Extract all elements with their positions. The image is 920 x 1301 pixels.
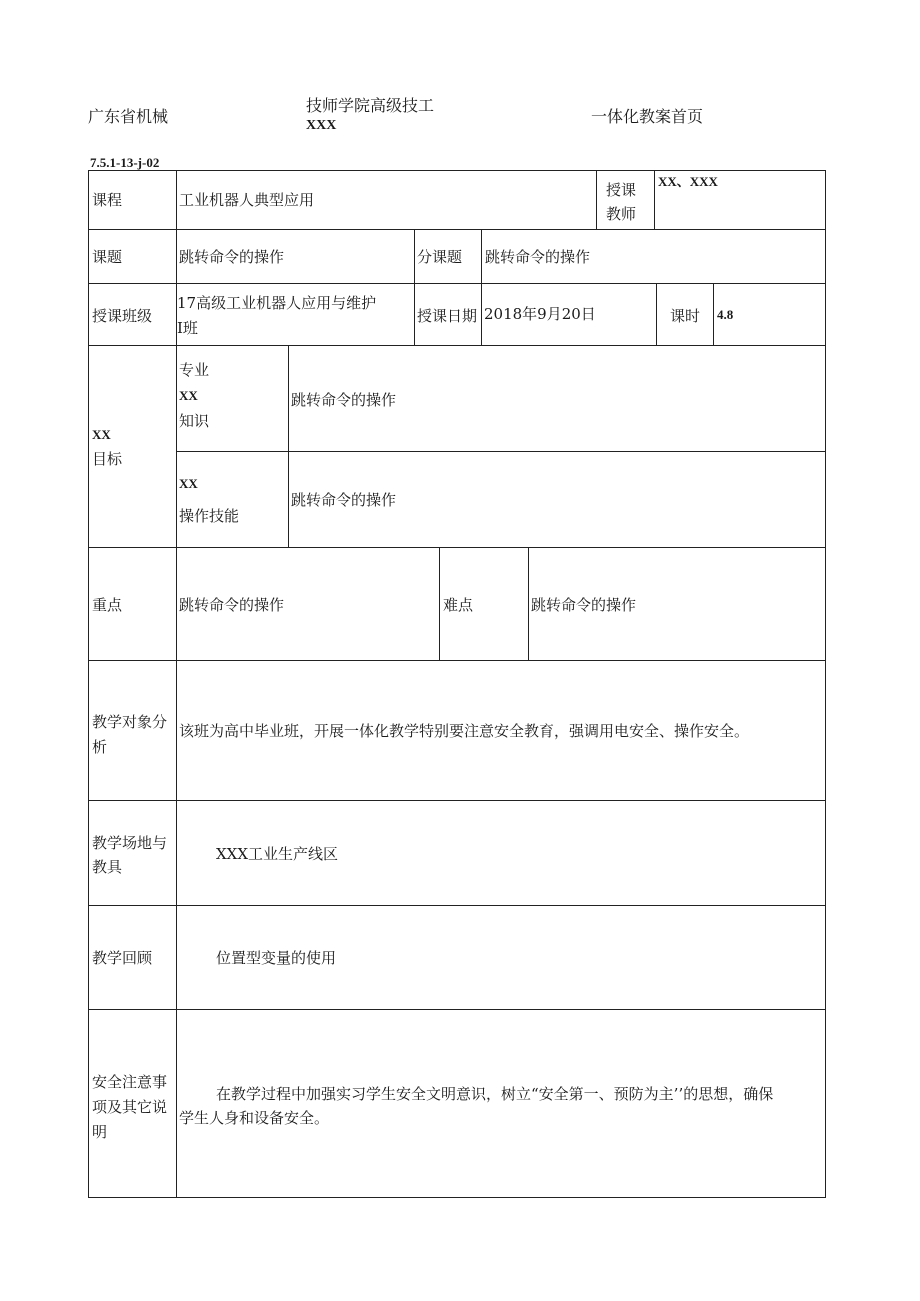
column-divider: [481, 229, 482, 283]
row-divider: [88, 229, 826, 230]
table-border-top: [88, 170, 826, 171]
analysis-label-1: 教学对象分: [92, 713, 168, 731]
teacher-label-1: 授课: [606, 181, 637, 199]
teacher-value: XX、XXX: [658, 174, 718, 189]
header-left: 广东省机械: [88, 107, 169, 126]
column-divider: [481, 283, 482, 345]
skill-label-1: XX: [179, 476, 198, 491]
safety-value-line2: 学生人身和设备安全。: [179, 1109, 330, 1127]
column-divider: [288, 345, 289, 547]
course-label: 课程: [92, 191, 123, 209]
table-border-right: [825, 170, 826, 1198]
table-border-bottom: [88, 1197, 826, 1198]
goal-label-2: 目标: [92, 450, 123, 468]
hours-value: 4.8: [717, 307, 734, 322]
header-center-line1: 技师学院高级技工: [306, 96, 435, 115]
review-label: 教学回顾: [92, 949, 153, 967]
column-divider: [656, 283, 657, 345]
skill-value: 跳转命令的操作: [291, 491, 397, 509]
row-divider: [88, 905, 826, 906]
row-divider: [88, 800, 826, 801]
header-center-line2: XXX: [306, 118, 337, 133]
course-value: 工业机器人典型应用: [179, 191, 315, 209]
subtopic-label: 分课题: [417, 248, 463, 266]
date-label: 授课日期: [417, 307, 478, 325]
class-value-line1: 17高级工业机器人应用与维护: [177, 294, 377, 312]
difficulty-label: 难点: [443, 596, 474, 614]
row-divider: [88, 1009, 826, 1010]
safety-value-line1: 在教学过程中加强实习学生安全文明意识，树立“安全第一、预防为主’’的思想，确保: [216, 1085, 774, 1103]
column-divider: [654, 170, 655, 229]
analysis-label-2: 析: [92, 738, 108, 756]
date-value: 2018年9月20日: [484, 305, 596, 323]
header-right: 一体化教案首页: [591, 107, 704, 126]
teacher-label-2: 教师: [606, 205, 637, 223]
subtopic-value: 跳转命令的操作: [485, 248, 591, 266]
row-divider: [88, 660, 826, 661]
doc-code: 7.5.1-13-j-02: [90, 155, 160, 170]
venue-value: XXX工业生产线区: [216, 845, 339, 863]
key-label: 重点: [92, 596, 123, 614]
topic-value: 跳转命令的操作: [179, 248, 285, 266]
row-divider: [176, 451, 826, 452]
row-divider: [88, 283, 826, 284]
row-divider: [88, 547, 826, 548]
analysis-value: 该班为高中毕业班，开展一体化教学特别要注意安全教育，强调用电安全、操作安全。: [179, 722, 750, 740]
column-divider: [414, 229, 415, 283]
column-divider: [414, 283, 415, 345]
column-divider: [439, 547, 440, 660]
hours-label: 课时: [670, 307, 701, 325]
column-divider: [596, 170, 597, 229]
knowledge-value: 跳转命令的操作: [291, 391, 397, 409]
review-value: 位置型变量的使用: [216, 949, 337, 967]
key-value: 跳转命令的操作: [179, 596, 285, 614]
safety-label-2: 项及其它说: [92, 1098, 168, 1116]
knowledge-label-3: 知识: [179, 412, 210, 430]
topic-label: 课题: [92, 248, 123, 266]
class-value-line2: I班: [177, 319, 198, 337]
venue-label-1: 教学场地与: [92, 834, 168, 852]
goal-label-1: XX: [92, 427, 111, 442]
skill-label-2: 操作技能: [179, 507, 240, 525]
column-divider: [528, 547, 529, 660]
difficulty-value: 跳转命令的操作: [531, 596, 637, 614]
knowledge-label-2: XX: [179, 388, 198, 403]
knowledge-label-1: 专业: [179, 361, 210, 379]
row-divider: [88, 345, 826, 346]
column-divider: [713, 283, 714, 345]
safety-label-1: 安全注意事: [92, 1073, 168, 1091]
safety-label-3: 明: [92, 1123, 108, 1141]
table-border-left: [88, 170, 89, 1198]
venue-label-2: 教具: [92, 858, 123, 876]
class-label: 授课班级: [92, 307, 153, 325]
